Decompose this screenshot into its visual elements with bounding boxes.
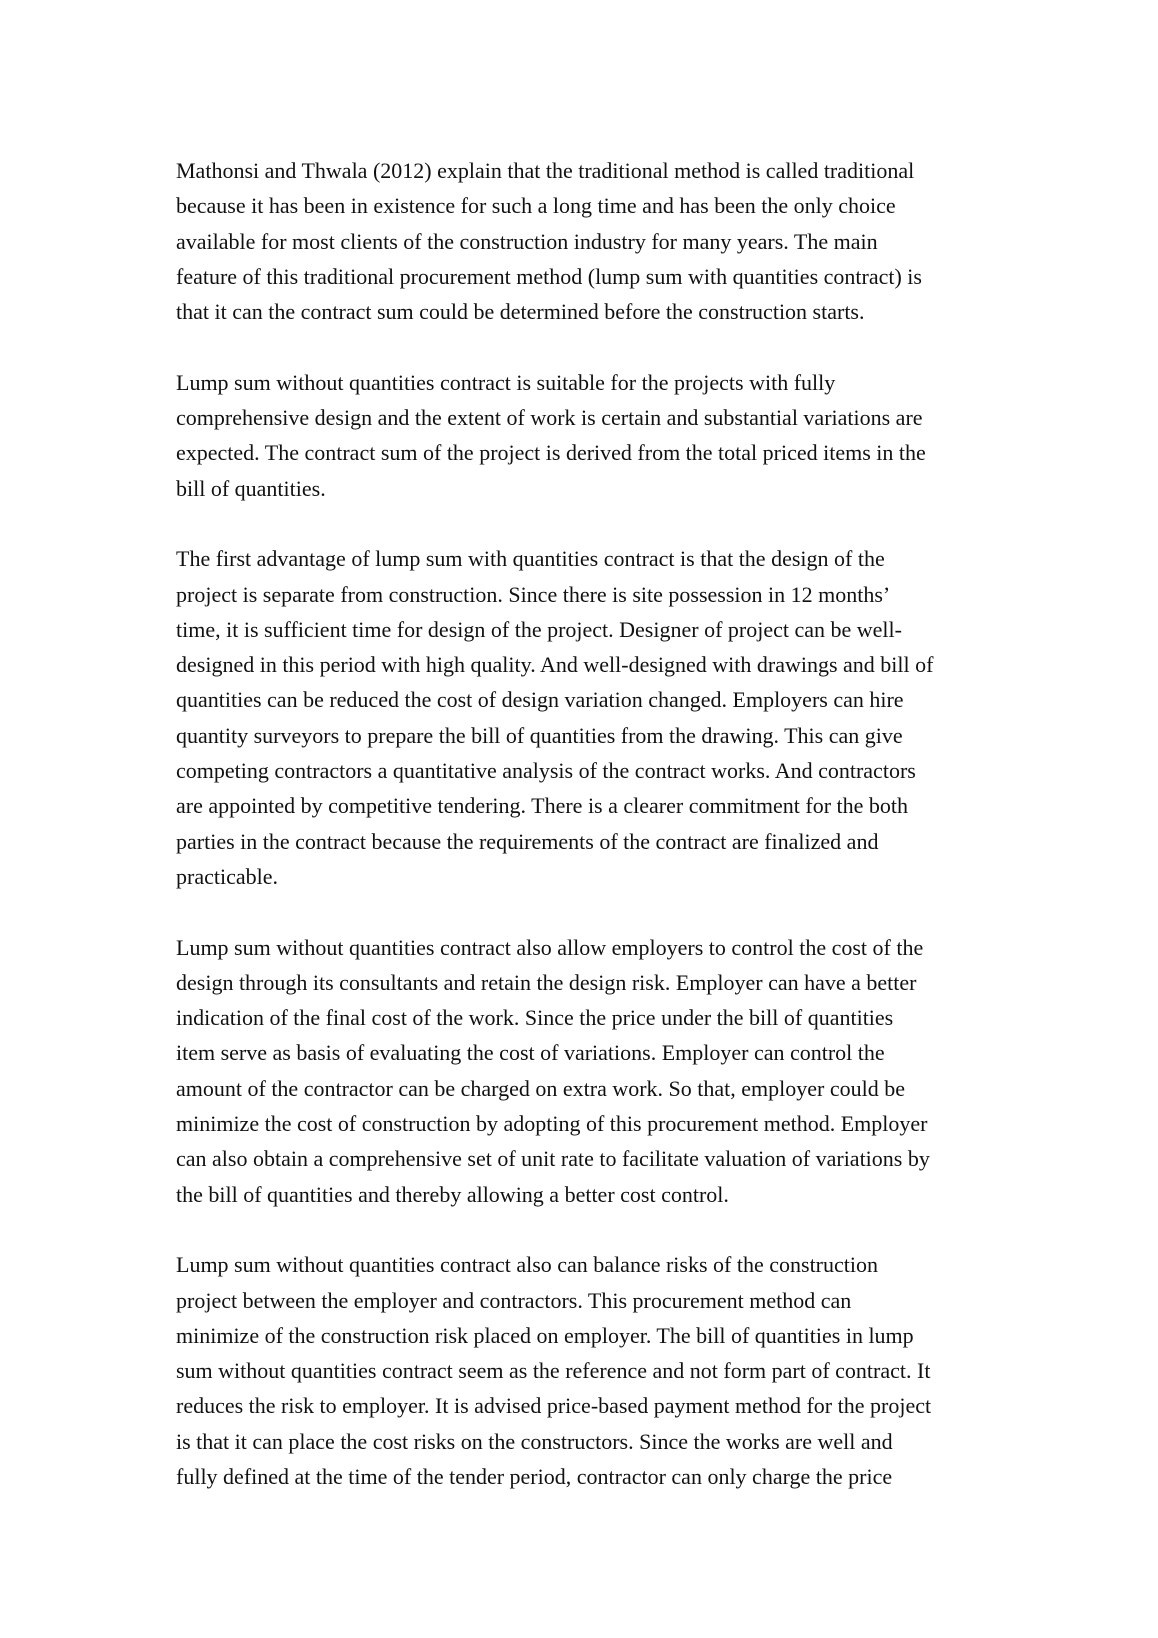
text-line: practicable. [176,863,278,889]
text-line: are appointed by competitive tendering. There is a clearer commitment for the both [176,793,909,819]
text-line: the bill of quantities and thereby allowing a better cost control. [176,1181,729,1207]
text-line: quantities can be reduced the cost of design variation changed. Employers can hire [176,687,904,713]
text-line: minimize of the construction risk placed on employer. The bill of quantities in lump [176,1322,914,1348]
paragraph-2 [176,365,991,506]
text-line: that it can the contract sum could be determined before the construction starts. [176,299,865,325]
text-line: Mathonsi and Thwala (2012) explain that the traditional method is called traditional [176,158,915,183]
text-line: quantity surveyors to prepare the bill of quantities from the drawing. This can give [176,722,903,748]
text-line: project between the employer and contractors. This procurement method can [176,1287,852,1313]
text-line: bill of quantities. [176,475,326,501]
text-line: parties in the contract because the requirements of the contract are finalized and [176,828,879,854]
text-line: sum without quantities contract seem as the reference and not form part of contract. It [176,1358,931,1384]
text-line: is that it can place the cost risks on the constructors. Since the works are well and [176,1428,893,1454]
text-line: competing contractors a quantitative analysis of the contract works. And contractors [176,758,916,784]
text-line: project is separate from construction. Since there is site possession in 12 months’ [176,581,891,607]
text-line: can also obtain a comprehensive set of unit rate to facilitate valuation of variations by [176,1146,930,1172]
text-line: designed in this period with high quality. And well-designed with drawings and bill of [176,652,934,678]
paragraph-4 [176,930,991,1212]
document-body [176,153,991,1530]
text-line: minimize the cost of construction by adopting of this procurement method. Employer [176,1111,928,1137]
text-line: feature of this traditional procurement method (lump sum with quantities contract) is [176,263,922,289]
text-line: Lump sum without quantities contract is suitable for the projects with fully [176,369,836,395]
paragraph-5 [176,1247,991,1494]
text-line: time, it is sufficient time for design of the project. Designer of project can be well- [176,616,902,642]
text-line: reduces the risk to employer. It is advised price-based payment method for the project [176,1393,932,1419]
text-line: design through its consultants and retain the design risk. Employer can have a better [176,969,917,995]
text-line: indication of the final cost of the work. Since the price under the bill of quantities [176,1005,894,1031]
text-line: comprehensive design and the extent of work is certain and substantial variations are [176,405,923,431]
text-line: amount of the contractor can be charged on extra work. So that, employer could be [176,1075,906,1101]
text-line: expected. The contract sum of the project is derived from the total priced items in the [176,440,926,466]
text-line: item serve as basis of evaluating the cost of variations. Employer can control the [176,1040,885,1066]
text-line: available for most clients of the construction industry for many years. The main [176,228,878,254]
text-line: because it has been in existence for such a long time and has been the only choice [176,193,896,219]
paragraph-1 [176,153,991,329]
text-line: The first advantage of lump sum with quantities contract is that the design of the [176,546,885,572]
text-line: fully defined at the time of the tender period, contractor can only charge the price [176,1463,893,1489]
text-line: Lump sum without quantities contract also allow employers to control the cost of the [176,934,924,960]
text-line: Lump sum without quantities contract also can balance risks of the construction [176,1252,878,1278]
paragraph-3 [176,541,991,894]
